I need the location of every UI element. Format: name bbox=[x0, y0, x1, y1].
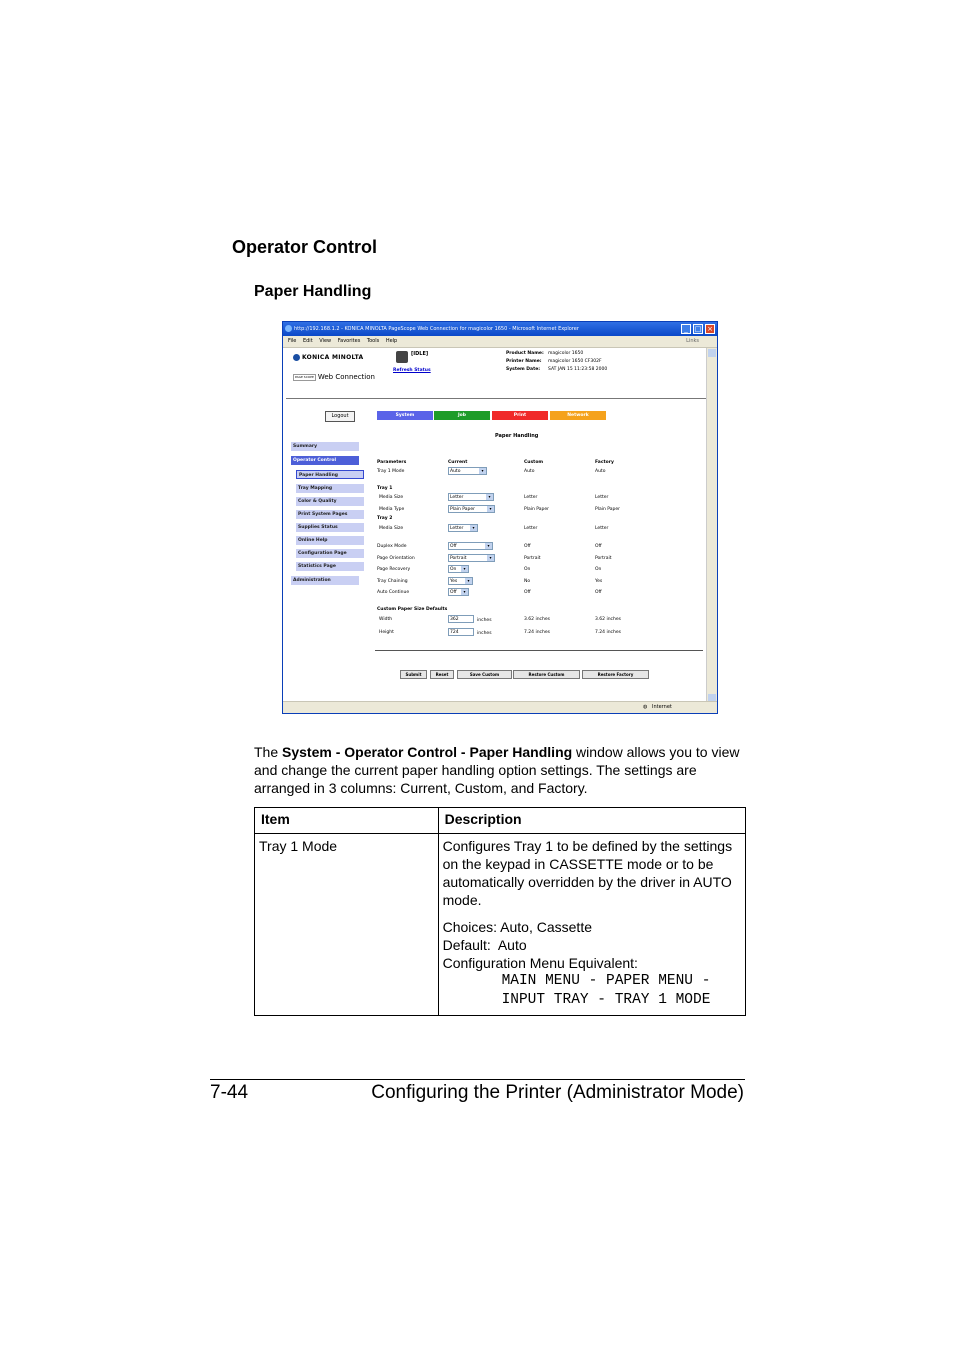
pagescope-logo: PAGE SCOPE Web Connection bbox=[295, 373, 375, 381]
browser-window-screenshot bbox=[282, 321, 718, 714]
desc-text: Configures Tray 1 to be defined by the settings on the keypad in CASSETTE mode or to be automatically overridden by the driver in AUTO mode. bbox=[442, 838, 733, 908]
para-bold: System - Operator Control - Paper Handling bbox=[282, 744, 573, 760]
para-text: The bbox=[254, 744, 283, 760]
tab-job[interactable]: Job bbox=[434, 411, 490, 420]
chevron-down-icon: ▾ bbox=[470, 525, 477, 531]
custom-value: Auto bbox=[524, 469, 535, 474]
factory-value: Plain Paper bbox=[595, 507, 620, 512]
reset-button[interactable]: Reset bbox=[430, 670, 454, 679]
tab-system[interactable]: System bbox=[377, 411, 433, 420]
chevron-down-icon: ▾ bbox=[465, 578, 472, 584]
menu-favorites[interactable]: Favorites bbox=[337, 338, 361, 344]
custom-value: Off bbox=[524, 590, 531, 595]
footer-rule bbox=[210, 1079, 745, 1080]
tray-chaining-select[interactable]: Yes ▾ bbox=[448, 577, 473, 585]
header-parameters: Parameters bbox=[377, 460, 407, 465]
ie-icon bbox=[285, 325, 292, 332]
desc-choices: Choices: Auto, Cassette bbox=[442, 919, 592, 935]
tray1-media-size-select[interactable]: Letter ▾ bbox=[448, 493, 494, 501]
description-paragraph bbox=[254, 743, 749, 797]
settings-table bbox=[254, 807, 746, 1016]
printer-icon bbox=[396, 351, 408, 363]
tray1-mode-select[interactable]: Auto ▾ bbox=[448, 467, 487, 475]
param-label: Page Recovery bbox=[377, 567, 411, 572]
duplex-mode-select[interactable]: Off ▾ bbox=[448, 542, 493, 550]
menu-view[interactable]: View bbox=[319, 338, 332, 344]
tray1-heading: Tray 1 bbox=[377, 486, 393, 491]
divider bbox=[375, 650, 703, 651]
unit-label: inches bbox=[477, 618, 492, 623]
chevron-down-icon: ▾ bbox=[461, 589, 468, 595]
factory-value: Letter bbox=[595, 495, 609, 500]
column-header-item: Item bbox=[255, 808, 439, 834]
konica-minolta-logo: KONICA MINOLTA bbox=[293, 354, 364, 361]
custom-value: On bbox=[524, 567, 531, 572]
status-bar bbox=[283, 701, 717, 713]
menu-bar bbox=[283, 336, 717, 348]
tab-network[interactable]: Network bbox=[550, 411, 606, 420]
factory-value: Letter bbox=[595, 526, 609, 531]
chevron-down-icon: ▾ bbox=[487, 555, 494, 561]
menu-help[interactable]: Help bbox=[385, 338, 398, 344]
menu-path-line-1: MAIN MENU - PAPER MENU - bbox=[501, 973, 711, 989]
auto-continue-select[interactable]: Off ▾ bbox=[448, 588, 469, 596]
width-input[interactable]: 362 bbox=[448, 615, 474, 623]
printer-status: [IDLE] bbox=[411, 351, 429, 357]
tab-print[interactable]: Print bbox=[492, 411, 548, 420]
param-label: Page Orientation bbox=[377, 556, 415, 561]
param-label: Media Size bbox=[379, 495, 404, 500]
custom-value: Letter bbox=[524, 526, 538, 531]
divider bbox=[286, 398, 706, 399]
minimize-icon[interactable]: _ bbox=[681, 324, 691, 334]
custom-value: Portrait bbox=[524, 556, 541, 561]
window-titlebar bbox=[283, 322, 717, 336]
nav-statistics-page[interactable]: Statistics Page bbox=[296, 562, 364, 571]
restore-custom-button[interactable]: Restore Custom bbox=[513, 670, 580, 679]
close-icon[interactable]: × bbox=[705, 324, 715, 334]
logout-button[interactable]: Logout bbox=[325, 411, 355, 422]
header-current: Current bbox=[448, 460, 468, 465]
maximize-icon[interactable]: □ bbox=[694, 325, 702, 333]
custom-value: Off bbox=[524, 544, 531, 549]
scroll-up-icon[interactable] bbox=[708, 349, 716, 357]
param-label: Tray 1 Mode bbox=[377, 469, 405, 474]
nav-summary[interactable]: Summary bbox=[291, 442, 359, 451]
nav-paper-handling[interactable]: Paper Handling bbox=[296, 470, 364, 479]
unit-label: inches bbox=[477, 631, 492, 636]
nav-color-quality[interactable]: Color & Quality bbox=[296, 497, 364, 506]
menu-path-line-2: INPUT TRAY - TRAY 1 MODE bbox=[501, 992, 711, 1008]
param-label: Duplex Mode bbox=[377, 544, 407, 549]
chevron-down-icon: ▾ bbox=[485, 543, 492, 549]
window-title: http://192.168.1.2 - KONICA MINOLTA PageScope Web Connection for magicolor 1650 - Microsoft Internet Explorer bbox=[294, 326, 579, 332]
subsection-title: Paper Handling bbox=[254, 283, 372, 300]
submit-button[interactable]: Submit bbox=[400, 670, 427, 679]
param-label: Media Type bbox=[379, 507, 405, 512]
menu-edit[interactable]: Edit bbox=[302, 338, 313, 344]
nav-print-system-pages[interactable]: Print System Pages bbox=[296, 510, 364, 519]
chevron-down-icon: ▾ bbox=[487, 506, 494, 512]
save-custom-button[interactable]: Save Custom bbox=[457, 670, 512, 679]
param-label: Height bbox=[379, 630, 394, 635]
para-text: window allows you to view and change the current paper handling option settings. The settings are arranged in 3 columns: Current, Custom, and Factory. bbox=[254, 744, 740, 796]
page-heading: Paper Handling bbox=[495, 433, 539, 439]
nav-administration[interactable]: Administration bbox=[291, 576, 359, 585]
column-header-description: Description bbox=[438, 808, 745, 834]
refresh-status-link[interactable]: Refresh Status bbox=[393, 368, 431, 373]
nav-operator-control[interactable]: Operator Control bbox=[291, 456, 359, 465]
chapter-title: Configuring the Printer (Administrator Mode) bbox=[371, 1082, 744, 1103]
restore-factory-button[interactable]: Restore Factory bbox=[582, 670, 649, 679]
desc-default: Default: Auto bbox=[442, 937, 527, 953]
custom-value: 7.24 inches bbox=[524, 630, 550, 635]
custom-value: No bbox=[524, 579, 531, 584]
height-input[interactable]: 724 bbox=[448, 628, 474, 636]
globe-icon: ◍ bbox=[643, 704, 648, 710]
product-info: Product Name: magicolor 1650 Printer Name: magicolor 1650 CF302F System Date: SAT JAN 15 11:23:58 2000 bbox=[506, 351, 608, 372]
factory-value: Portrait bbox=[595, 556, 612, 561]
chevron-down-icon: ▾ bbox=[479, 468, 486, 474]
factory-value: Off bbox=[595, 544, 602, 549]
custom-value: Letter bbox=[524, 495, 538, 500]
page-orientation-select[interactable]: Portrait ▾ bbox=[448, 554, 495, 562]
param-label: Tray Chaining bbox=[377, 579, 408, 584]
nav-online-help[interactable]: Online Help bbox=[296, 536, 364, 545]
tray1-media-type-select[interactable]: Plain Paper ▾ bbox=[448, 505, 495, 513]
factory-value: On bbox=[595, 567, 602, 572]
page-number: 7-44 bbox=[210, 1082, 249, 1103]
nav-configuration-page[interactable]: Configuration Page bbox=[296, 549, 364, 558]
chevron-down-icon: ▾ bbox=[461, 566, 468, 572]
menu-file[interactable]: File bbox=[288, 338, 297, 344]
header-custom: Custom bbox=[524, 460, 544, 465]
factory-value: Off bbox=[595, 590, 602, 595]
custom-value: Plain Paper bbox=[524, 507, 549, 512]
factory-value: 3.62 inches bbox=[595, 617, 621, 622]
section-title: Operator Control bbox=[232, 237, 378, 257]
cell-description bbox=[438, 834, 745, 1016]
page-content bbox=[283, 348, 707, 703]
table-header-row bbox=[255, 808, 746, 834]
table-row bbox=[255, 834, 746, 1016]
custom-value: 3.62 inches bbox=[524, 617, 550, 622]
factory-value: Auto bbox=[595, 469, 606, 474]
links-label[interactable]: Links bbox=[686, 338, 699, 344]
nav-supplies-status[interactable]: Supplies Status bbox=[296, 523, 364, 532]
header-factory: Factory bbox=[595, 460, 614, 465]
vertical-scrollbar[interactable] bbox=[706, 348, 717, 703]
param-label: Auto Continue bbox=[377, 590, 410, 595]
status-zone: Internet bbox=[652, 704, 672, 710]
param-label: Media Size bbox=[379, 526, 404, 531]
desc-config-menu: Configuration Menu Equivalent: bbox=[442, 955, 638, 971]
custom-size-heading: Custom Paper Size Defaults bbox=[377, 607, 448, 612]
param-label: Width bbox=[379, 617, 393, 622]
tray2-heading: Tray 2 bbox=[377, 516, 393, 521]
cell-item: Tray 1 Mode bbox=[255, 834, 439, 1016]
factory-value: Yes bbox=[595, 579, 603, 584]
tray2-media-size-select[interactable]: Letter ▾ bbox=[448, 524, 478, 532]
page-recovery-select[interactable]: On ▾ bbox=[448, 565, 469, 573]
chevron-down-icon: ▾ bbox=[486, 494, 493, 500]
nav-tray-mapping[interactable]: Tray Mapping bbox=[296, 484, 364, 493]
menu-tools[interactable]: Tools bbox=[366, 338, 380, 344]
factory-value: 7.24 inches bbox=[595, 630, 621, 635]
